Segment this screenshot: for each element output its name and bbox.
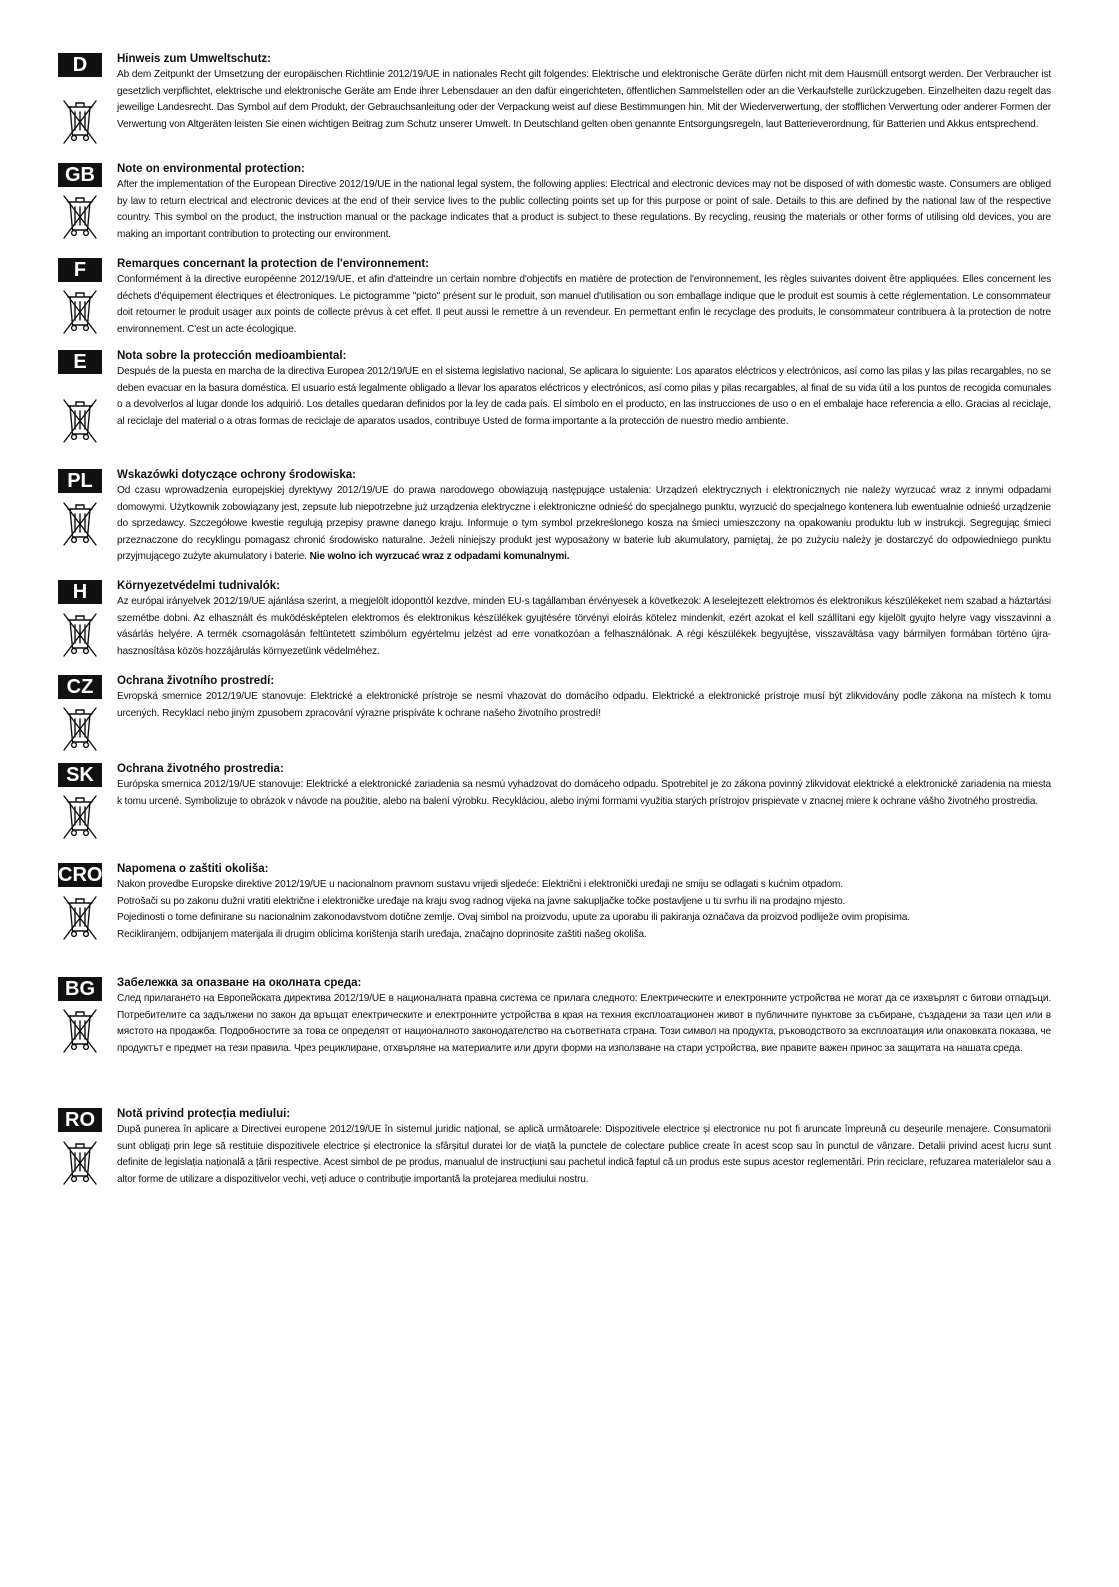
language-badge: F	[58, 258, 102, 282]
section-title: Забележка за опазване на околната среда:	[117, 977, 362, 989]
section-line: Nakon provedbe Europske direktive 2012/19/UE u nacionalnom pravnom sustavu vrijedi sljedeće: Električni i elektronički uređaji ne smiju se odlagati s kućnim otpadom.	[117, 879, 843, 890]
section-line: Recikliranjem, odbijanjem materijala ili drugim oblicima korištenja starih uređaja, značajno doprinosite zaštiti našeg okoliša.	[117, 928, 647, 940]
section-title: Ochrana životního prostredí:	[117, 675, 275, 687]
section-content	[117, 673, 1051, 722]
crossed-out-bin-icon	[61, 193, 99, 239]
section-title: Nota sobre la protección medioambiental:	[117, 350, 347, 362]
section-title: Ochrana životného prostredia:	[117, 763, 284, 775]
section-content	[117, 861, 1051, 943]
section-body: Ab dem Zeitpunkt der Umsetzung der europäischen Richtlinie 2012/19/UE in nationales Recht gilt folgendes: Elektrische und elektronische Geräte dürfen nicht mit dem Hausmüll entsorgt werden. Der Verbraucher ist gesetzlich verpflichtet, elektrische und elektronische Geräte am Ende ihrer Lebensdauer an den dafür eingerichteten, öffentlichen Sammelstellen oder an die Verkaufstelle zurückzugeben. Einzelheiten dazu regelt das jeweilige Landesrecht. Das Symbol auf dem Produkt, der Gebrauchsanleitung oder der Verpackung weist auf diese Bestimmungen hin. Mit der Wiederverwertung, der stofflichen Verwertung oder anderer Formen der Verwertung von Altgeräten leisten Sie einen wichtigen Beitrag zum Schutz unserer Umwelt. In Deutschland gelten oben genannte Entsorgungsregeln, laut Batterieverordnung, für Batterien und Akkus entsprechend.	[117, 69, 1051, 130]
language-badge: CZ	[58, 675, 102, 699]
section-title: Remarques concernant la protection de l'environnement:	[117, 258, 430, 270]
section-body: Después de la puesta en marcha de la directiva Europea 2012/19/UE en el sistema legislativo nacional, Se aplicara lo siguiente: Los aparatos eléctricos y electrónicos, así como las pilas y las pilas recargables, no se deben evacuar en la basura doméstica. El usuario está legalmente obligado a llevar los aparatos eléctricos y electrónicos, así como pilas y pilas recargables, al final de su vida útil a los puntos de recogida comunales o a devolverlos al lugar donde los adquirió. Los detalles quedaran definidos por la ley de cada país. El símbolo en el producto, en las instrucciones de uso o en el embalaje hace referencia a ello. Gracias al reciclaje, al reciclaje del material o a otras formas de reciclaje de aparatos usados, contribuye Usted de forma importante a la protección de nuestro medio ambiente.	[117, 366, 1051, 427]
section-title: Napomena o zaštiti okoliša:	[117, 863, 269, 875]
section-content	[117, 578, 1051, 660]
crossed-out-bin-icon	[61, 288, 99, 334]
section-body: After the implementation of the European Directive 2012/19/UE in the national legal system, the following applies: Electrical and electronic devices may not be disposed of with domestic waste. Consumers are obliged by law to return electrical and electronic devices at the end of their service lives to the public collecting points set up for this purpose or point of sale. Details to this are defined by the national law of the respective country. This symbol on the product, the instruction manual or the package indicates that a product is subject to these regulations. By recycling, reusing the materials or other forms of utilising old devices, you are making an important contribution to protecting our environment.	[117, 179, 1051, 240]
section-title: Notă privind protecția mediului:	[117, 1108, 291, 1120]
section-body: Conformément à la directive européenne 2012/19/UE, et afin d'atteindre un certain nombre d'objectifs en matière de protection de l'environnement, les règles suivantes doivent être appliquées. Elles concernent les déchets d'équipement électriques et électroniques. Le pictogramme "picto" présent sur le produit, son manuel d'utilisation ou son emballage indique que le produit est soumis à cette réglementation. Le consommateur doit retourner le produit usager aux points de collecte prévus à cet effet. Il peut aussi le remettre à un revendeur. En permettant enfin le recyclage des produits, le consommateur contribuera à la protection de notre environnement. C'est un acte écologique.	[117, 274, 1051, 335]
section-body: Evropská smernice 2012/19/UE stanovuje: Elektrické a elektronické prístroje se nesmí vhazovat do domácího odpadu. Elektrické a elektronické prístroje musí být zlikvidovány podle zákona na místech k tomu urcených. Recyklací nebo jiným zpusobem zpracování výrazne prispíváte k ochrane našeho životního prostredí!	[117, 691, 1051, 719]
crossed-out-bin-icon	[61, 793, 99, 839]
section-line: Potrošači su po zakonu dužni vratiti električne i elektroničke uređaje na kraju svog radnog vijeka na javne sakupljačke točke postavljene u tu svrhu ili na prodajno mjesto.	[117, 895, 846, 907]
language-badge: PL	[58, 469, 102, 493]
section-body-bold: Nie wolno ich wyrzucać wraz z odpadami komunalnymi.	[309, 551, 570, 563]
section-content	[117, 1106, 1051, 1188]
crossed-out-bin-icon	[61, 1007, 99, 1053]
section-body: Az európai irányelvek 2012/19/UE ajánlása szerint, a megjelölt idoponttól kezdve, minden EU-s tagállamban érvényesek a következok: A leselejtezett elektromos és elektronikus készülékeket nem szabad a háztartási szemétbe dobni. Az elhasznált és muködésképtelen elektromos és elektronikus készülékek gyujtésére törvényi eloírás kötelez mindenkit, ezért azokat el kell szállítani egy kijelölt gyujto helyre vagy visszavinni a vásárlás helyére. A termék csomagolásán feltüntetett szimbólum egyértelmu jelzést ad erre vonatkozóan a felhasználónak. A régi készülékek begyujtése, visszaváltása vagy bármilyen formában történo újra- hasznosítása közös hozzájárulás környezetünk védelméhez.	[117, 596, 1051, 657]
section-title: Note on environmental protection:	[117, 163, 305, 175]
crossed-out-bin-icon	[61, 500, 99, 546]
section-content	[117, 161, 1051, 243]
crossed-out-bin-icon	[61, 611, 99, 657]
language-badge: SK	[58, 763, 102, 787]
language-badge: D	[58, 53, 102, 77]
crossed-out-bin-icon	[61, 894, 99, 940]
section-title: Környezetvédelmi tudnivalók:	[117, 580, 280, 592]
crossed-out-bin-icon	[61, 98, 99, 144]
section-content	[117, 975, 1051, 1057]
crossed-out-bin-icon	[61, 705, 99, 751]
section-title: Wskazówki dotyczące ochrony środowiska:	[117, 469, 357, 481]
section-body: След прилагането на Европейската директива 2012/19/UE в националната правна система се прилага следното: Електрическите и електронните устройства не могат да се изхвърлят с битови отпадъци. Потребителите са задължени по закон да връщат електрическите и електронните устройства в края на техния експлоатационен живот в публичните пунктове за събиране, създадени за тази цел или в мястото на продажба. Подробностите за това се определят от националното законодателство на съответната страна. Този символ на продукта, ръководството за експлоатация или опаковката показва, че продуктът е предмет на тези правила. Чрез рециклиране, отхвърляне на материалите или други форми на използване на стари устройства, вие правите важен принос за защитата на нашата среда.	[117, 993, 1051, 1054]
language-badge: E	[58, 350, 102, 374]
section-line: Pojedinosti o tome definirane su nacionalnim zakonodavstvom dotične zemlje. Ovaj simbol na proizvodu, upute za uporabu ili pakiranja označava da proizvod podliježe ovim propisima.	[117, 912, 910, 924]
language-badge: GB	[58, 163, 102, 187]
section-body-text: Od czasu wprowadzenia europejskiej dyrektywy 2012/19/UE do prawa narodowego obowiązują następujące ustalenia: Urządzeń elektrycznych i elektronicznych nie należy wyrzucać wraz z innymi odpadami domowymi. Użytkownik zobowiązany jest, zepsute lub niepotrzebne już urządzenia elektryczne i elektroniczne odnieść do specjalnego punktu, wyrzucić do specjalnego kontenera lub ewentualnie odnieść urządzenie do sprzedawcy. Szczegółowe kwestie regulują przepisy prawne danego kraju. Informuje o tym symbol przekreślonego kosza na śmieci umieszczony na opakowaniu produktu lub w instrukcji. Segregując śmieci przeznaczone do recyklingu pomagasz chronić środowisko naturalne. Jeżeli niniejszy produkt jest wyposażony w baterie lub akumulatory, pamiętaj, że po zużyciu należy je dostarczyć do odpowiedniego punktu przyjmującego zużyte akumulatory i baterie.	[117, 485, 1051, 563]
crossed-out-bin-icon	[61, 397, 99, 443]
section-body: Európska smernica 2012/19/UE stanovuje: Elektrické a elektronické zariadenia sa nesmú vyhadzovat do domáceho odpadu. Spotrebitel je zo zákona povinný zlikvidovat elektrické a elektronické zariadenia na miesta k tomu urcené. Symbolizuje to obrázok v návode na použitie, alebo na balení výrobku. Recykláciou, alebo inými formami využitia starých prístrojov prispievate v znacnej miere k ochrane vášho životného prostredia.	[117, 779, 1051, 807]
section-title: Hinweis zum Umweltschutz:	[117, 53, 271, 65]
section-content	[117, 761, 1051, 810]
language-badge: RO	[58, 1108, 102, 1132]
section-content	[117, 348, 1051, 430]
language-badge: CRO	[58, 864, 103, 886]
section-content	[117, 467, 1051, 566]
crossed-out-bin-icon	[61, 1139, 99, 1185]
language-badge: H	[58, 580, 102, 604]
language-badge: BG	[58, 977, 102, 1001]
section-body	[117, 483, 1051, 566]
section-content	[117, 256, 1051, 338]
section-body: După punerea în aplicare a Directivei europene 2012/19/UE în sistemul juridic național, se aplică următoarele: Dispozitivele electrice și electronice nu pot fi aruncate împreună cu deșeurile menajere. Consumatorii sunt obligați prin lege să restituie dispozitivele electrice și electronice la sfârșitul duratei lor de viață la punctele de colectare publice create în acest scop sau în punctul de vânzare. Detalii privind acest lucru sunt definite de legislația națională a țării respective. Acest simbol de pe produs, manualul de instrucțiuni sau pachetul indică faptul că un produs este supus acestor reglementări. Prin reciclare, refuzarea materialelor sau a altor forme de utilizare a dispozitivelor vechi, veți aduce o contribuție importantă la protejarea mediului nostru.	[117, 1124, 1051, 1185]
section-content	[117, 51, 1051, 133]
